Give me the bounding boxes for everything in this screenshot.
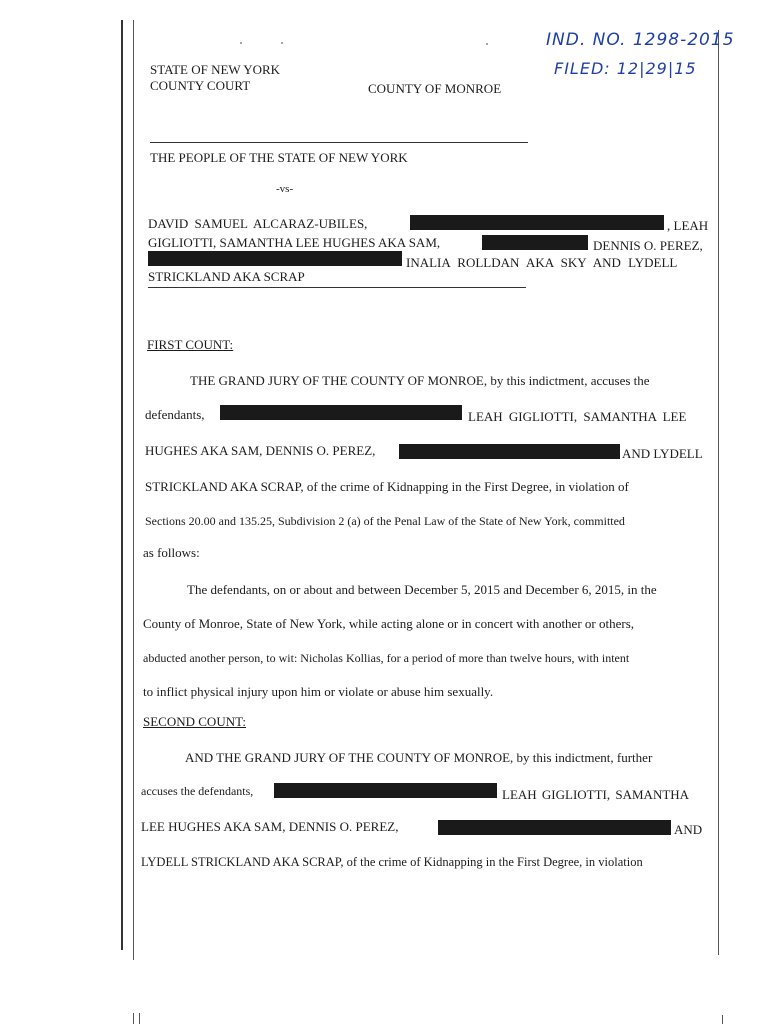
redaction-box [438,820,671,835]
caption-defendants-line2a: GIGLIOTTI, SAMANTHA LEE HUGHES AKA SAM, [148,235,441,250]
handwritten-filed-date: FILED: 12|29|15 [554,59,697,78]
second-count-paragraph-line: AND THE GRAND JURY OF THE COUNTY OF MONROE, by this indictment, further [185,750,653,765]
first-count-paragraph-line: defendants, [145,407,205,422]
caption-people: THE PEOPLE OF THE STATE OF NEW YORK [150,150,408,165]
second-count-paragraph-line: LEAH GIGLIOTTI, SAMANTHA [502,787,690,802]
caption-defendants-line1a: DAVID SAMUEL ALCARAZ-UBILES, [148,216,368,231]
first-count-paragraph-line: STRICKLAND AKA SCRAP, of the crime of Kidnapping in the First Degree, in violation of [145,479,629,494]
second-count-paragraph-line: LYDELL STRICKLAND AKA SCRAP, of the crime of Kidnapping in the First Degree, in violation [141,855,643,869]
second-count-paragraph-line: accuses the defendants, [141,784,254,798]
redaction-box [148,251,402,266]
first-count-paragraph-line: abducted another person, to wit: Nicholas Kollias, for a period of more than twelve hours, with intent [143,651,630,665]
bottom-left-tick-2 [139,1013,140,1024]
scan-speck [240,42,242,44]
caption-defendants-line2b: DENNIS O. PEREZ, [593,238,703,253]
second-count-heading: SECOND COUNT: [143,714,246,729]
first-count-paragraph-line: HUGHES AKA SAM, DENNIS O. PEREZ, [145,443,376,458]
left-margin-line [121,20,123,950]
redaction-box [274,783,497,798]
first-count-paragraph-line: AND LYDELL [622,446,703,461]
first-count-paragraph-line: LEAH GIGLIOTTI, SAMANTHA LEE [468,409,687,424]
first-count-paragraph-line: THE GRAND JURY OF THE COUNTY OF MONROE, by this indictment, accuses the [190,373,650,388]
right-margin-line [718,30,719,955]
header-county: COUNTY OF MONROE [368,81,502,96]
scan-speck [281,42,283,44]
left-margin-line-inner [133,20,134,960]
header-court: COUNTY COURT [150,78,251,93]
first-count-paragraph-line: County of Monroe, State of New York, while acting alone or in concert with another or others, [143,616,635,631]
caption-bottom-rule [148,287,526,288]
redaction-box [220,405,462,420]
bottom-right-tick [722,1015,723,1024]
header-state: STATE OF NEW YORK [150,62,281,77]
redaction-box [410,215,664,230]
scan-speck [486,43,488,45]
handwritten-indictment-number: IND. NO. 1298-2015 [546,30,735,50]
second-count-paragraph-line: LEE HUGHES AKA SAM, DENNIS O. PEREZ, [141,819,399,834]
second-count-paragraph-line: AND [674,822,703,837]
redaction-box [399,444,620,459]
caption-defendants-line1b: , LEAH [667,218,709,233]
caption-defendants-line3: INALIA ROLLDAN AKA SKY AND LYDELL [406,255,678,270]
caption-defendants-line4: STRICKLAND AKA SCRAP [148,269,305,284]
bottom-left-tick [133,1013,134,1024]
first-count-heading: FIRST COUNT: [147,337,234,352]
first-count-paragraph-line: to inflict physical injury upon him or violate or abuse him sexually. [143,684,494,699]
redaction-box [482,235,588,250]
caption-top-rule [150,142,528,143]
caption-vs: -vs- [276,183,294,195]
first-count-paragraph-line: Sections 20.00 and 135.25, Subdivision 2 (a) of the Penal Law of the State of New York, committed [145,514,625,528]
first-count-paragraph-line: as follows: [143,545,200,560]
first-count-paragraph-line: The defendants, on or about and between December 5, 2015 and December 6, 2015, in the [187,582,657,597]
